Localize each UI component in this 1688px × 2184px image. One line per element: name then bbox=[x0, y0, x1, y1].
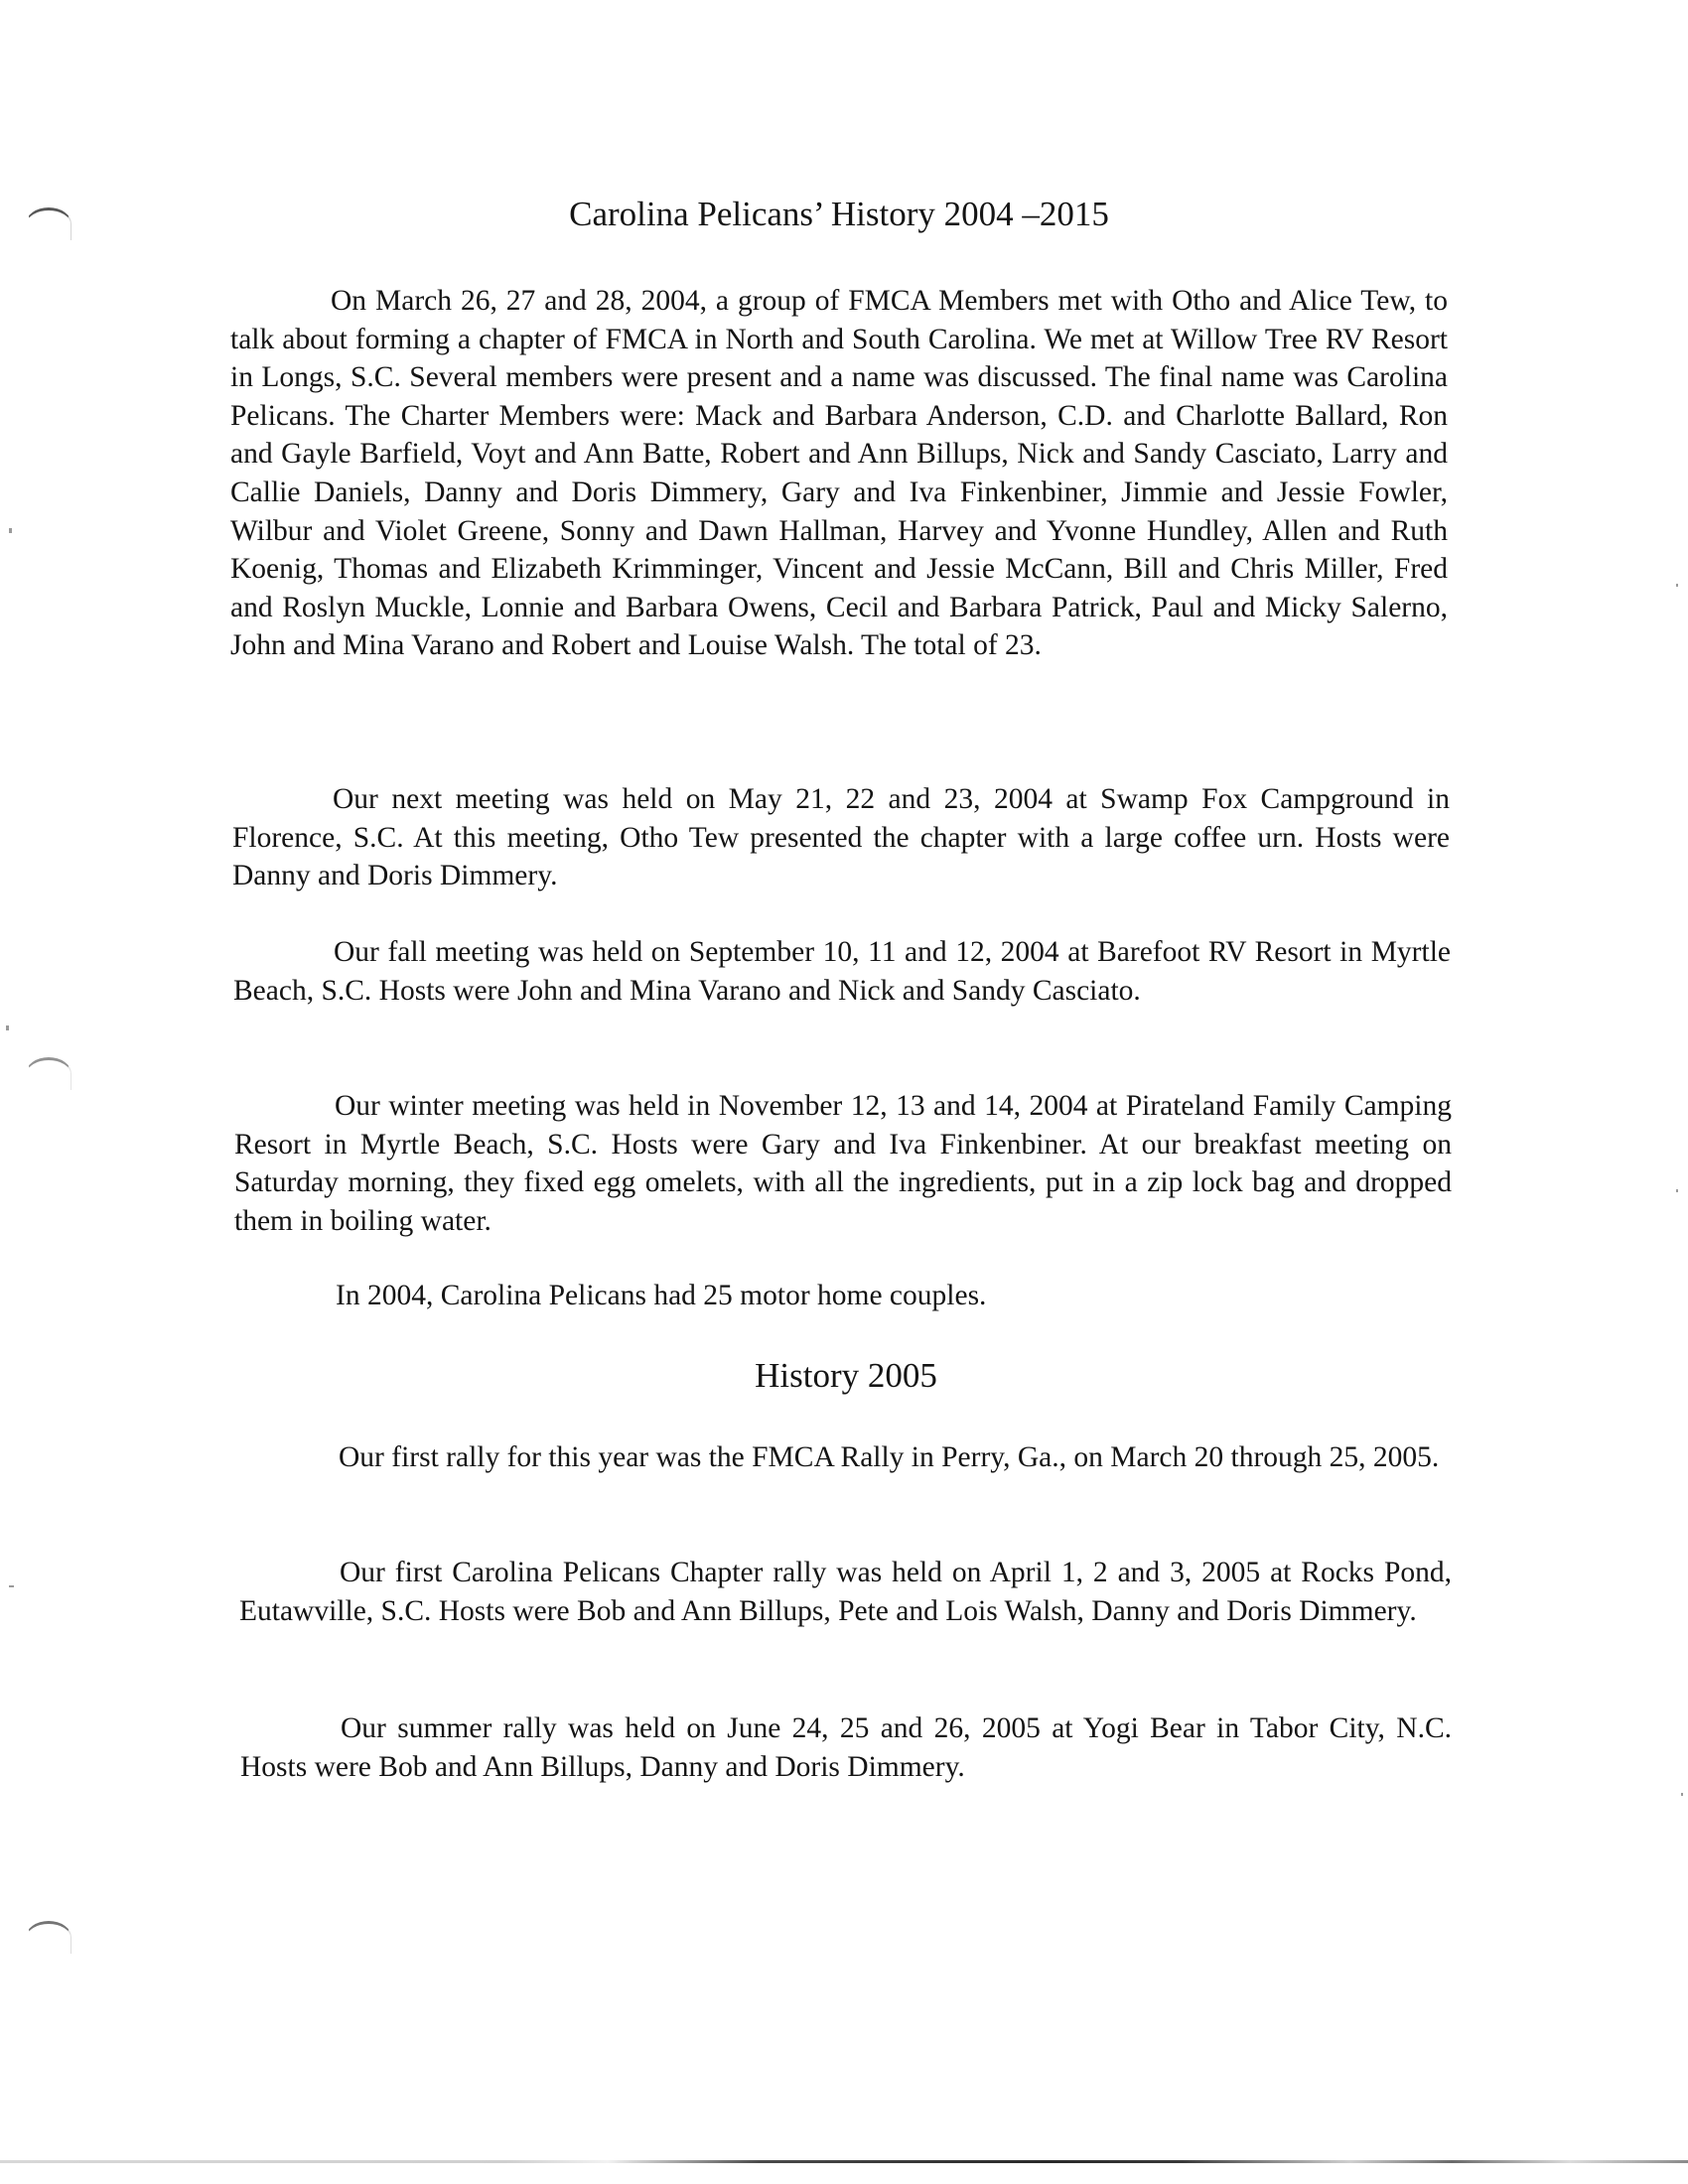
scan-speck bbox=[1676, 1189, 1678, 1192]
scan-speck bbox=[1681, 1793, 1683, 1796]
binder-hole-shadow bbox=[26, 207, 71, 240]
paragraph-perry-rally-2005: Our first rally for this year was the FMCA Rally in Perry, Ga., on March 20 through 25, 2005. bbox=[339, 1441, 1440, 1473]
paragraph-summer-2005-rally: Our summer rally was held on June 24, 25 and 26, 2005 at Yogi Bear in Tabor City, N.C. Hosts were Bob and Ann Billups, Danny and Doris Dimmery. bbox=[240, 1712, 1452, 1783]
section-heading-2005: History 2005 bbox=[755, 1356, 937, 1395]
binder-hole-shadow bbox=[26, 1921, 71, 1954]
paragraph-fall-2004-meeting: Our fall meeting was held on September 10, 11 and 12, 2004 at Barefoot RV Resort in Myrtle Beach, S.C. Hosts were John and Mina Varano and Nick and Sandy Casciato. bbox=[233, 936, 1451, 1007]
scan-speck bbox=[9, 1585, 14, 1587]
scan-speck bbox=[6, 1025, 9, 1030]
paragraph-may-2004-meeting: Our next meeting was held on May 21, 22 and 23, 2004 at Swamp Fox Campground in Florence, S.C. At this meeting, Otho Tew presented the chapter with a large coffee urn. Hosts were Danny and Doris Dimmery. bbox=[232, 783, 1450, 892]
binder-hole-shadow bbox=[26, 1057, 71, 1090]
scan-edge-line bbox=[0, 2160, 1688, 2163]
paragraph-winter-2004-meeting: Our winter meeting was held in November 12, 13 and 14, 2004 at Pirateland Family Camping Resort in Myrtle Beach, S.C. Hosts were Gary and Iva Finkenbiner. At our breakfast meeting on Saturday morning, they fixed egg omelets, with all the ingredients, put in a zip lock bag and dropped them in boiling water. bbox=[234, 1090, 1452, 1237]
scan-speck bbox=[9, 528, 12, 533]
document-title: Carolina Pelicans’ History 2004 –2015 bbox=[569, 195, 1109, 233]
paragraph-2004-summary: In 2004, Carolina Pelicans had 25 motor home couples. bbox=[336, 1280, 987, 1311]
scan-speck bbox=[1676, 584, 1678, 587]
paragraph-april-2005-rally: Our first Carolina Pelicans Chapter rally was held on April 1, 2 and 3, 2005 at Rocks Pond, Eutawville, S.C. Hosts were Bob and Ann Billups, Pete and Lois Walsh, Danny and Doris Dimmery. bbox=[239, 1557, 1452, 1627]
paragraph-charter-meeting: On March 26, 27 and 28, 2004, a group of FMCA Members met with Otho and Alice Tew, to talk about forming a chapter of FMCA in North and South Carolina. We met at Willow Tree RV Resort in Longs, S.C. Several members were present and a name was discussed. The final name was Carolina Pelicans. The Charter Members were: Mack and Barbara Anderson, C.D. and Charlotte Ballard, Ron and Gayle Barfield, Voyt and Ann Batte, Robert and Ann Billups, Nick and Sandy Casciato, Larry and Callie Daniels, Danny and Doris Dimmery, Gary and Iva Finkenbiner, Jimmie and Jessie Fowler, Wilbur and Violet Greene, Sonny and Dawn Hallman, Harvey and Yvonne Hundley, Allen and Ruth Koenig, Thomas and Elizabeth Krimminger, Vincent and Jessie McCann, Bill and Chris Miller, Fred and Roslyn Muckle, Lonnie and Barbara Owens, Cecil and Barbara Patrick, Paul and Micky Salerno, John and Mina Varano and Robert and Louise Walsh. The total of 23. bbox=[230, 285, 1448, 662]
